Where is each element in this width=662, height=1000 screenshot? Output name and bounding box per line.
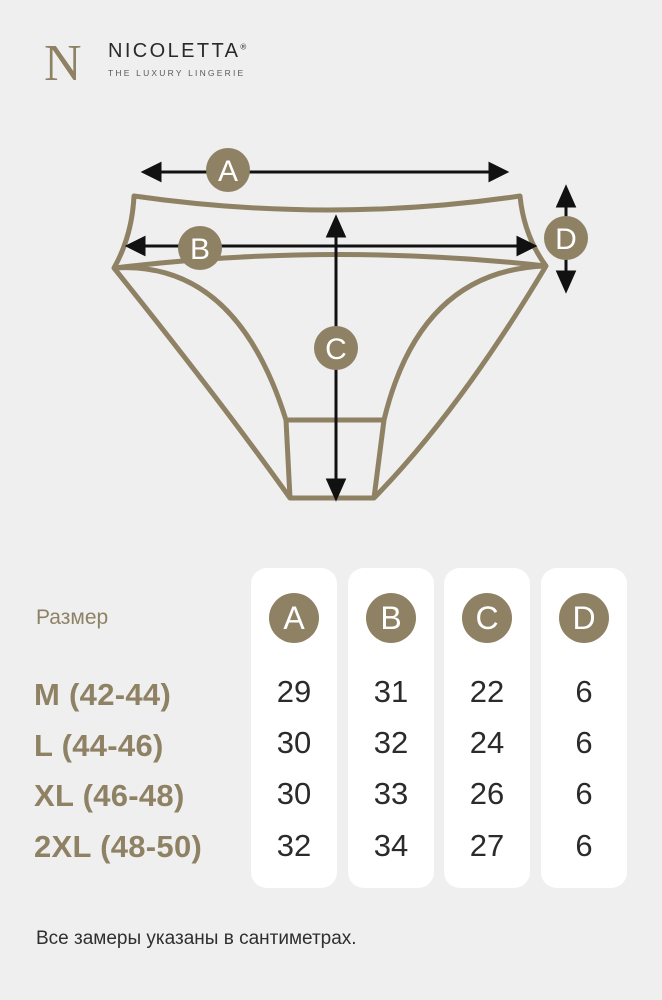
marker-a-label: A xyxy=(217,155,239,188)
marker-b-label: B xyxy=(189,233,211,266)
column-d-card xyxy=(541,568,627,888)
waistband-line xyxy=(114,254,546,268)
marker-d-label: D xyxy=(555,223,577,256)
size-label-2xl: 2XL (48-50) xyxy=(34,829,203,864)
cell-d-l: 6 xyxy=(575,725,593,760)
marker-c-label: C xyxy=(325,333,347,366)
arrow-a-right-head xyxy=(490,164,506,180)
cell-d-xl: 6 xyxy=(575,776,593,811)
column-b-card xyxy=(348,568,434,888)
measurement-note: Все замеры указаны в сантиметрах. xyxy=(36,928,357,949)
cell-b-m: 31 xyxy=(373,674,409,709)
cell-c-m: 22 xyxy=(469,674,505,709)
cell-a-m: 29 xyxy=(276,674,312,709)
column-a-card xyxy=(251,568,337,888)
cell-a-xl: 30 xyxy=(276,776,312,811)
cell-b-2xl: 34 xyxy=(373,828,409,863)
column-a-header: A xyxy=(269,593,319,643)
cell-a-2xl: 32 xyxy=(276,828,312,863)
cell-d-m: 6 xyxy=(575,674,593,709)
size-label-l: L (44-46) xyxy=(34,728,164,763)
cell-a-l: 30 xyxy=(276,725,312,760)
cell-b-l: 32 xyxy=(373,725,409,760)
size-label-xl: XL (46-48) xyxy=(34,778,185,813)
brand-name: NICOLETTA® xyxy=(108,40,249,62)
arrow-c-top-head xyxy=(328,218,344,236)
column-b-header: B xyxy=(366,593,416,643)
size-header: Размер xyxy=(36,606,109,629)
cell-c-xl: 26 xyxy=(469,776,505,811)
cell-c-2xl: 27 xyxy=(469,828,505,863)
cell-c-l: 24 xyxy=(469,725,505,760)
svg-text:N: N xyxy=(44,36,82,88)
column-c-card xyxy=(444,568,530,888)
arrow-a-left-head xyxy=(144,164,160,180)
brand-tagline: THE LUXURY LINGERIE xyxy=(108,68,246,78)
size-label-m: M (42-44) xyxy=(34,677,172,712)
arrow-b-left-head xyxy=(128,238,144,254)
column-c-header: C xyxy=(462,593,512,643)
arrow-d-bottom-head xyxy=(558,272,574,290)
arrow-d-top-head xyxy=(558,188,574,206)
cell-d-2xl: 6 xyxy=(575,828,593,863)
right-leg-line xyxy=(374,266,546,498)
arrow-c-bottom-head xyxy=(328,480,344,498)
cell-b-xl: 33 xyxy=(373,776,409,811)
column-d-header: D xyxy=(559,593,609,643)
